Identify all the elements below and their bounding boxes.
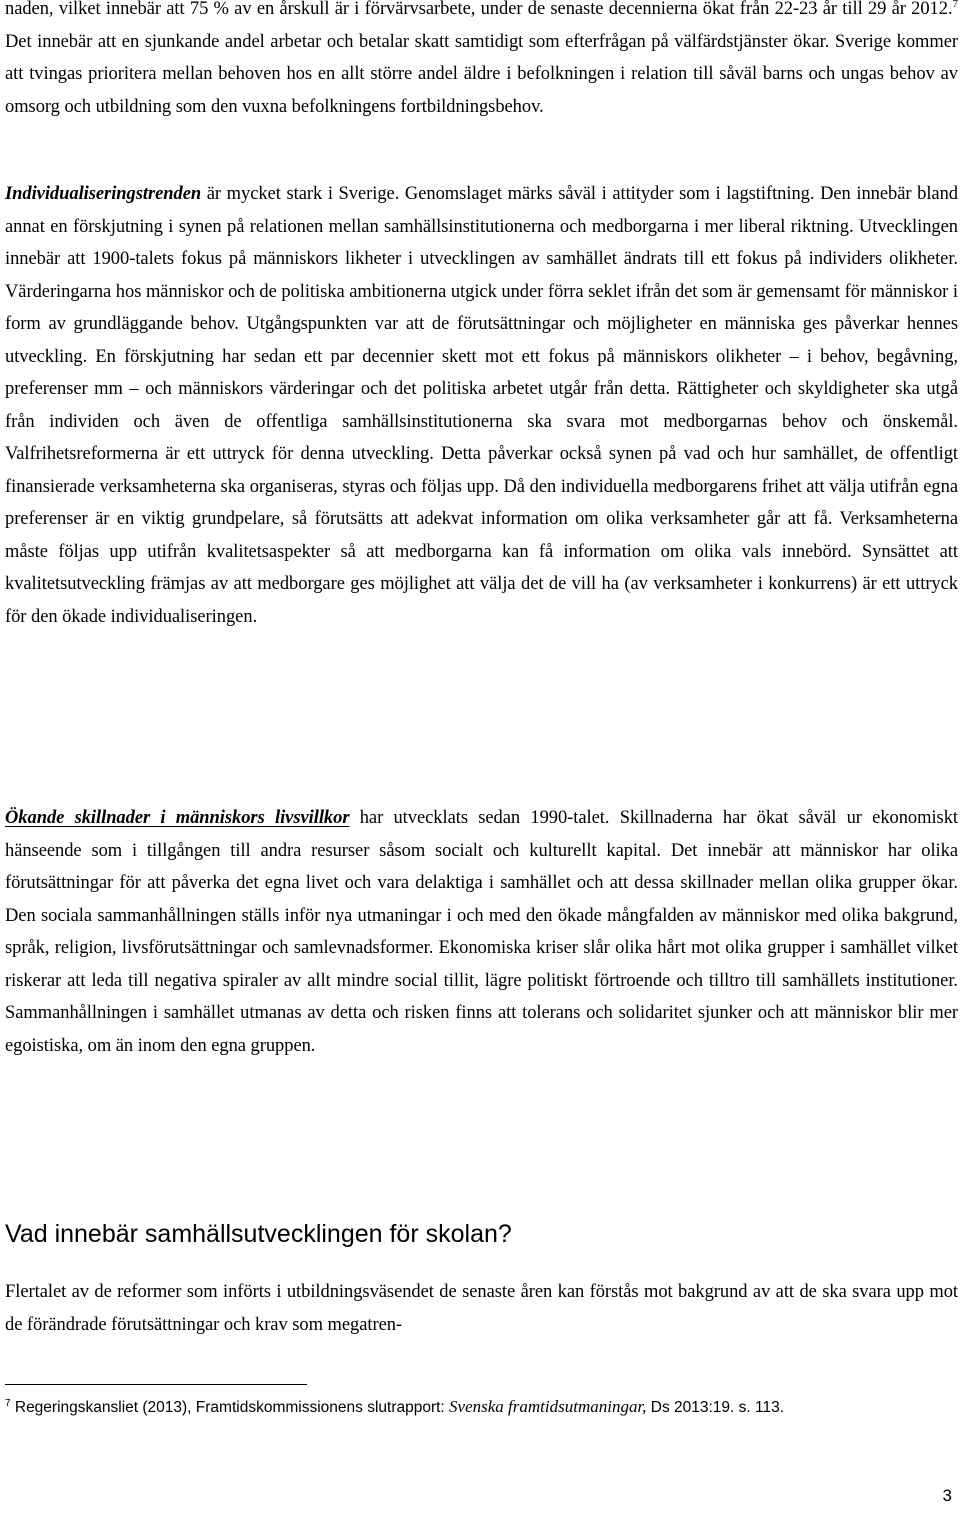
footnote-text: Regeringskansliet (2013), Framtidskommissionens slutrapport: <box>10 1399 450 1416</box>
paragraph-individualization <box>5 178 958 633</box>
paragraph-reforms: Flertalet av de reformer som införts i utbildningsväsendet de senaste åren kan förstås mot bakgrund av att de ska svara upp mot de förändrade förutsättningar och krav som megatren- <box>5 1282 958 1335</box>
footnote-ref[interactable]: 7 <box>952 0 958 10</box>
section-heading: Vad innebär samhällsutvecklingen för skolan? <box>5 1220 512 1248</box>
paragraph-text: har utvecklats sedan 1990-talet. Skillnaderna har ökat såväl ur ekonomiskt hänseende som i tillgången till andra resurser såsom socialt och kulturellt kapital. Det innebär att människor har olika förutsättningar för att påverka det egna livet och vara delaktiga i samhället och att dessa skillnader mellan olika grupper ökar. Den sociala sammanhållningen ställs inför nya utmaningar i och med den ökade mångfalden av människor med olika bakgrund, språk, religion, livsförutsättningar och samlevnadsformer. Ekonomiska kriser slår olika hårt mot olika grupper i samhället vilket riskerar att leda till negativa spiraler av allt mindre social tillit, lägre politiskt förtroende och tilltro till samhällets institutioner. Sammanhållningen i samhället utmanas av detta och risken finns att tolerans och solidaritet sjunker och att människor blir mer egoistiska, om än inom den egna gruppen. <box>5 808 958 1056</box>
paragraph-inequality <box>5 802 958 1062</box>
paragraph-text: naden, vilket innebär att 75 % av en årskull är i förvärvsarbete, under de senaste decennierna ökat från 22-23 år till 29 år 2012. <box>5 0 953 19</box>
footnote-number: 7 <box>5 1397 11 1409</box>
footnote <box>5 1392 945 1423</box>
paragraph-text: är mycket stark i Sverige. Genomslaget märks såväl i attityder som i lagstiftning. Den innebär bland annat en förskjutning i synen på relationen mellan samhällsinstitutionerna och medborgarna i mer liberal riktning. Utvecklingen innebär att 1900-talets fokus på människors likheter i utvecklingen av samhället ändrats till ett fokus på individers olikheter. Värderingarna hos människor och de politiska ambitionerna utgick under förra seklet ifrån det som är gemensamt för människor i form av grundläggande behov. Utgångspunkten var att de förutsättningar och möjligheter en människa ges påverkar hennes utveckling. En förskjutning har sedan ett par decennier skett mot ett fokus på människors olikheter – i behov, begåvning, preferenser mm – och människors värderingar och det politiska arbetet utgår från detta. Rättigheter och skyldigheter ska utgå från individen och även de offentliga samhällsinstitutionerna ska svara mot medborgarnas behov och önskemål. Valfrihetsreformerna är ett uttryck för denna utveckling. Detta påverkar också synen på vad och hur samhället, de offentligt finansierade verksamheterna ska organiseras, styras och följas upp. Då den individuella medborgarens frihet att välja utifrån egna preferenser är en viktig grundpelare, så förutsätts att adekvat information om olika verksamheter går att få. Verksamheterna måste följas upp utifrån kvalitetsaspekter så att medborgarna kan få information om olika vals innebörd. Synsättet att kvalitetsutveckling främjas av att medborgare ges möjlighet att välja det de vill ha (av verksamheter i konkurrens) är ett uttryck för den ökade individualiseringen. <box>5 184 958 627</box>
paragraph-lead-term: Individualiseringstrenden <box>5 184 202 204</box>
footnote-divider <box>5 1384 307 1385</box>
paragraph-lead-term: Ökande skillnader i människors livsvillkor <box>5 808 350 828</box>
paragraph-text: Det innebär att en sjunkande andel arbetar och betalar skatt samtidigt som efterfrågan på välfärdstjänster ökar. Sverige kommer att tvingas prioritera mellan behoven hos en allt större andel äldre i befolkningen i relation till såväl barns och ungas behov av omsorg och utbildning som den vuxna befolkningens fortbildningsbehov. <box>5 31 958 117</box>
footnote-title: Svenska framtidsutmaningar, <box>449 1397 647 1416</box>
paragraph-demographics <box>5 0 958 123</box>
footnote-text-end: Ds 2013:19. s. 113. <box>646 1399 785 1416</box>
page-number: 3 <box>942 1486 952 1505</box>
